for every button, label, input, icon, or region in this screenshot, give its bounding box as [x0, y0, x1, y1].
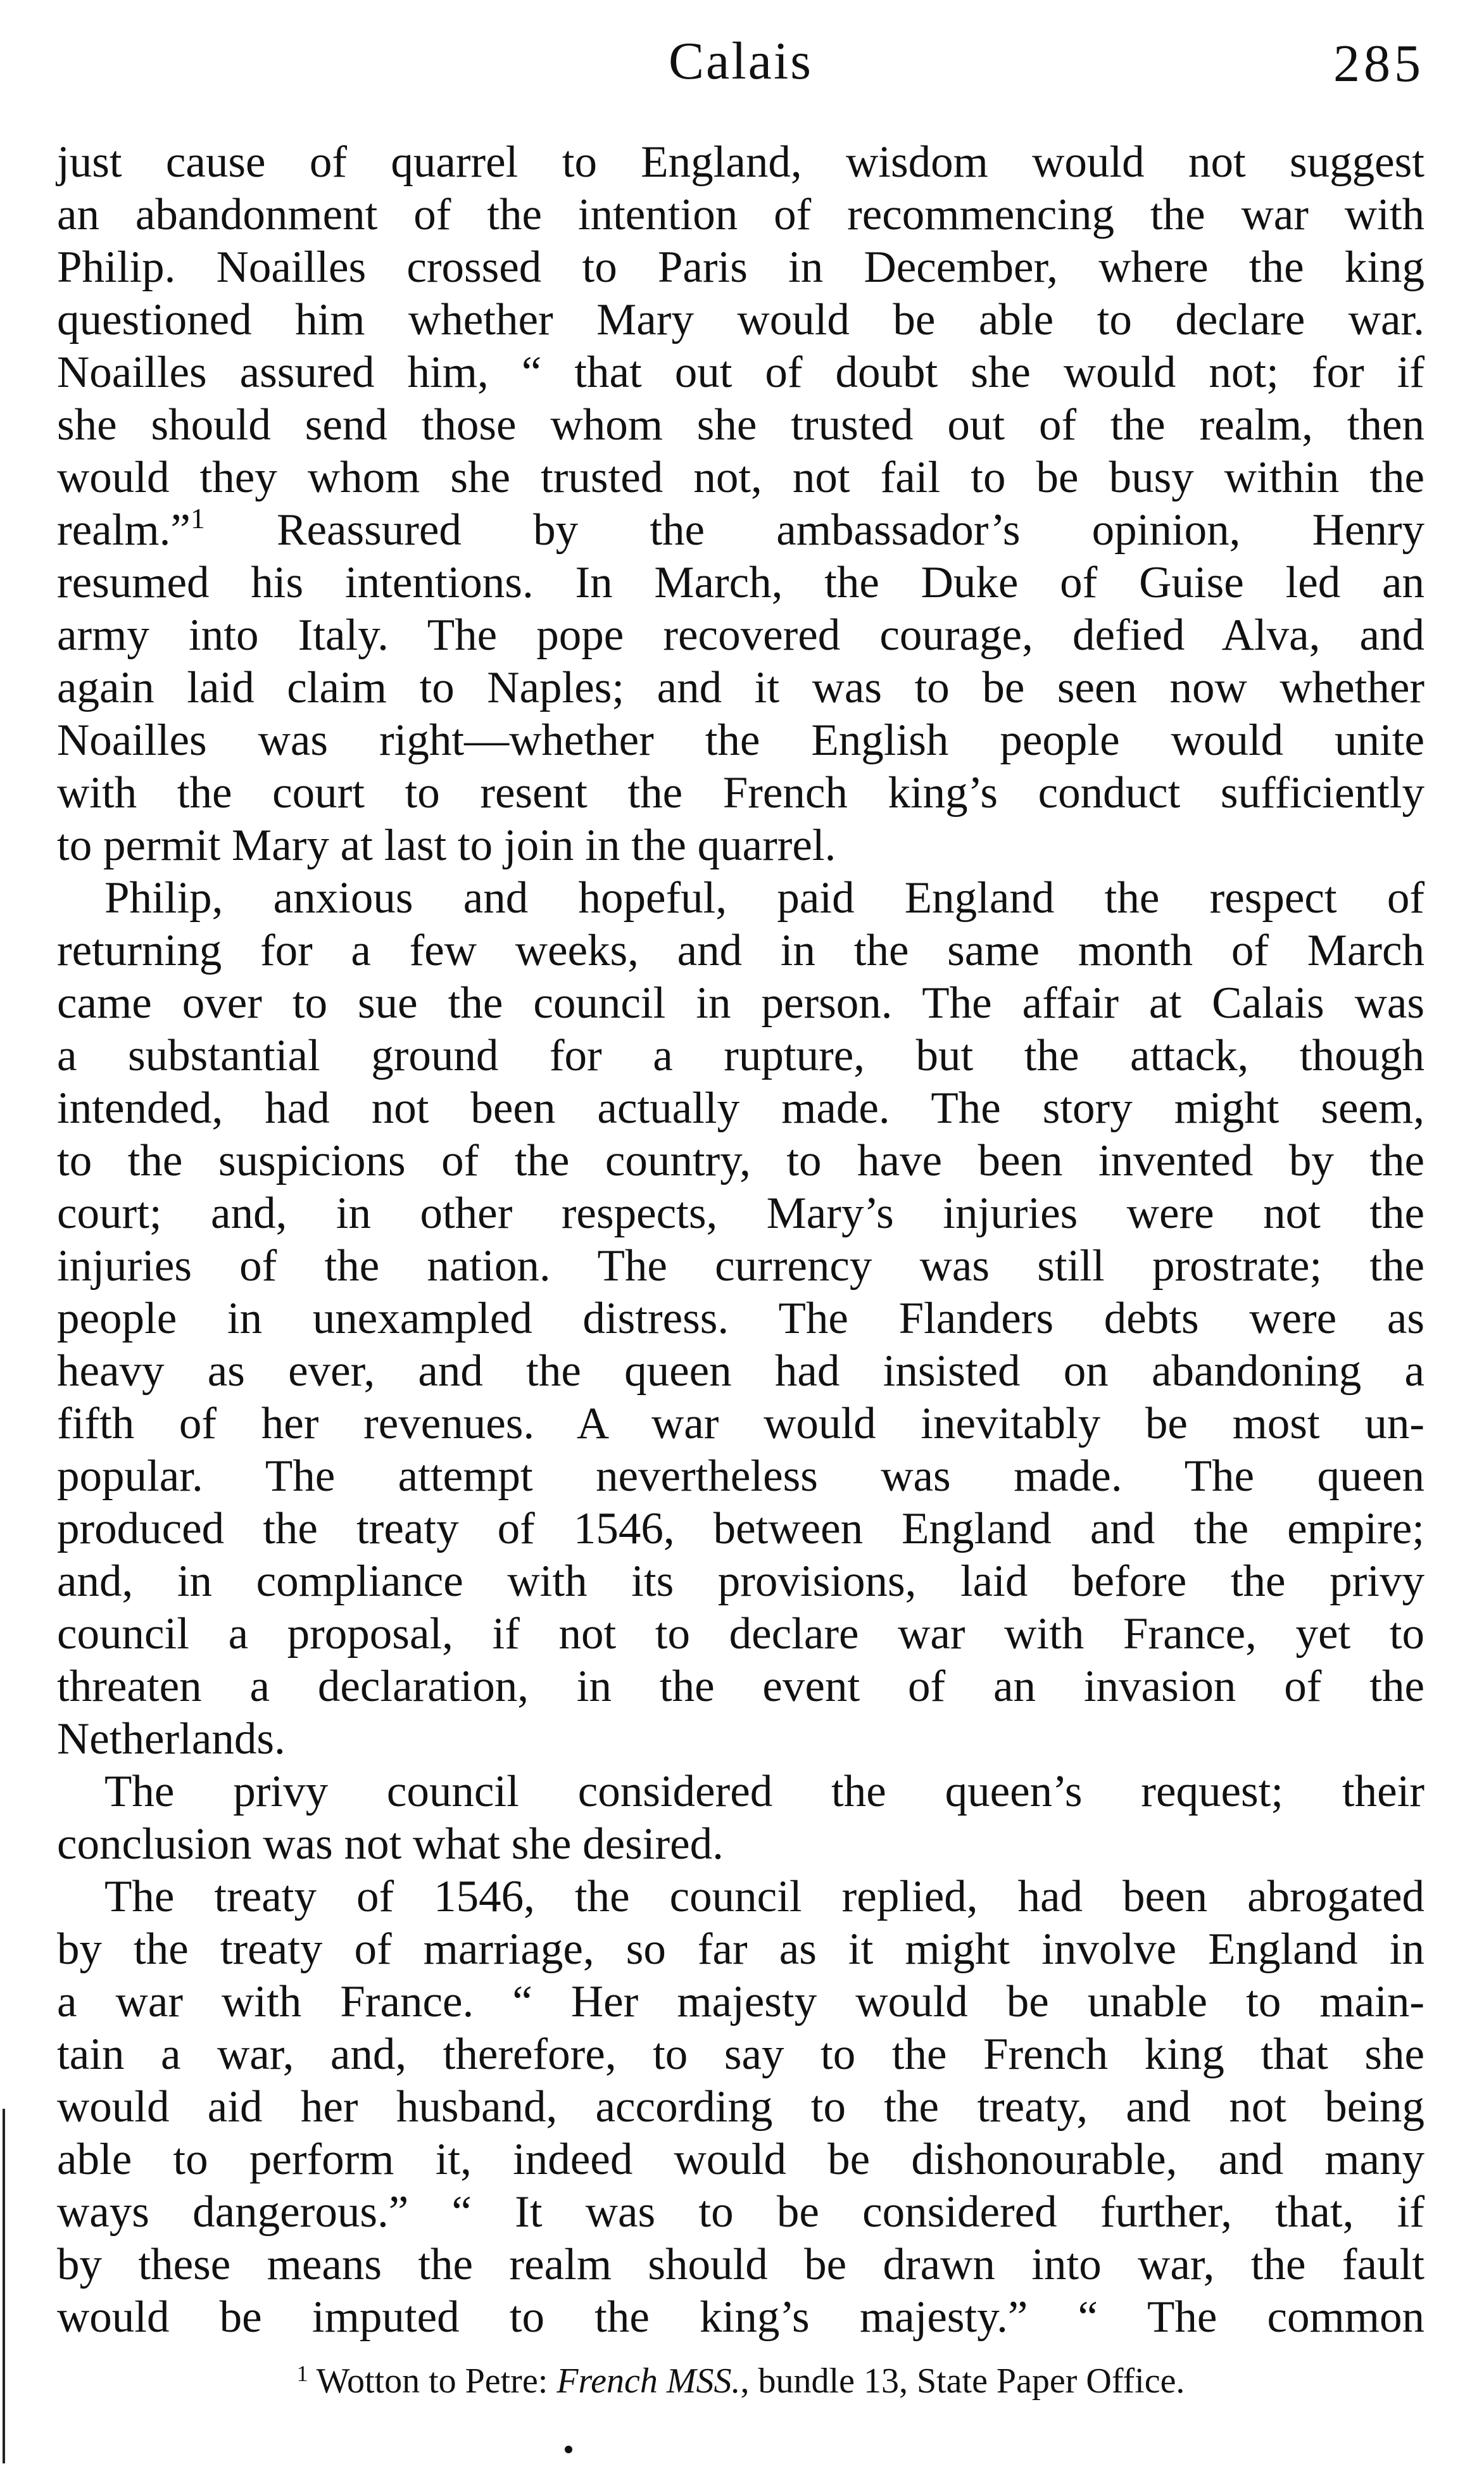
scan-speck [565, 2446, 572, 2453]
text-line: a substantial ground for a rupture, but the attack, though [57, 1031, 1424, 1080]
text-line: resumed his intentions. In March, the Duke of Guise led an [57, 558, 1424, 607]
text-line: fifth of her revenues. A war would inevitably be most un- [57, 1399, 1424, 1448]
body-text [57, 136, 1424, 2344]
text-line: a war with France. “ Her majesty would be unable to main- [57, 1977, 1424, 2026]
footnote-text: Wotton to Petre: [316, 2361, 557, 2401]
text-line: questioned him whether Mary would be able to declare war. [57, 295, 1424, 344]
text-line: intended, had not been actually made. The story might seem, [57, 1084, 1424, 1133]
text-line: again laid claim to Naples; and it was to be seen now whether [57, 663, 1424, 712]
scan-margin-line [3, 2109, 5, 2463]
text-line: people in unexampled distress. The Flanders debts were as [57, 1294, 1424, 1343]
text-line: would be imputed to the king’s majesty.” “ The common [57, 2292, 1424, 2342]
text-fragment: Reassured by the ambassador’s opinion, Henry [277, 505, 1424, 555]
text-line: The privy council considered the queen’s request; their [104, 1767, 1424, 1816]
text-line: injuries of the nation. The currency was still prostrate; the [57, 1241, 1424, 1291]
text-line: The treaty of 1546, the council replied, had been abrogated [104, 1872, 1424, 1921]
text-line: conclusion was not what she desired. [57, 1819, 724, 1869]
text-line: to the suspicions of the country, to have been invented by the [57, 1136, 1424, 1185]
text-line: produced the treaty of 1546, between England and the empire; [57, 1504, 1424, 1553]
text-line: would aid her husband, according to the treaty, and not being [57, 2082, 1424, 2132]
text-line: came over to sue the council in person. The affair at Calais was [57, 978, 1424, 1028]
footnote [57, 2353, 1424, 2402]
text-line: Noailles assured him, “ that out of doubt she would not; for if [57, 348, 1424, 397]
page-number: 285 [1333, 34, 1424, 93]
text-line: with the court to resent the French king’s conduct sufficiently [57, 768, 1424, 818]
text-line: heavy as ever, and the queen had insisted on abandoning a [57, 1346, 1424, 1396]
footnote-italic-source: French MSS. [556, 2361, 741, 2401]
text-line: by these means the realm should be drawn into war, the fault [57, 2240, 1424, 2289]
text-line: returning for a few weeks, and in the same month of March [57, 926, 1424, 975]
text-line: court; and, in other respects, Mary’s injuries were not the [57, 1189, 1424, 1238]
text-line: and, in compliance with its provisions, laid before the privy [57, 1557, 1424, 1606]
text-line: Philip, anxious and hopeful, paid England the respect of [104, 873, 1424, 923]
text-line: Netherlands. [57, 1714, 286, 1764]
text-line: she should send those whom she trusted out of the realm, then [57, 400, 1424, 450]
footnote-mark: 1 [296, 2361, 308, 2386]
text-line: just cause of quarrel to England, wisdom would not suggest [57, 137, 1424, 187]
text-fragment: realm.” [57, 505, 191, 555]
text-line: by the treaty of marriage, so far as it might involve England in [57, 1924, 1424, 1974]
text-line: Noailles was right—whether the English people would unite [57, 716, 1424, 765]
text-line: able to perform it, indeed would be dishonourable, and many [57, 2135, 1424, 2184]
footnote-text: , bundle 13, State Paper Office. [740, 2361, 1185, 2401]
page-header [57, 30, 1424, 100]
text-line-with-footnote [57, 504, 1424, 557]
text-line: Philip. Noailles crossed to Paris in December, where the king [57, 243, 1424, 292]
text-line: tain a war, and, therefore, to say to the French king that she [57, 2030, 1424, 2079]
text-line: to permit Mary at last to join in the quarrel. [57, 821, 836, 870]
footnote-reference: 1 [190, 502, 205, 534]
text-line: threaten a declaration, in the event of an invasion of the [57, 1662, 1424, 1711]
text-line: an abandonment of the intention of recommencing the war with [57, 190, 1424, 239]
text-line: popular. The attempt nevertheless was made. The queen [57, 1451, 1424, 1501]
text-line: would they whom she trusted not, not fail to be busy within the [57, 453, 1424, 502]
running-title: Calais [669, 32, 813, 91]
text-line: army into Italy. The pope recovered courage, defied Alva, and [57, 610, 1424, 660]
text-line: ways dangerous.” “ It was to be considered further, that, if [57, 2187, 1424, 2237]
text-line: council a proposal, if not to declare war with France, yet to [57, 1609, 1424, 1659]
